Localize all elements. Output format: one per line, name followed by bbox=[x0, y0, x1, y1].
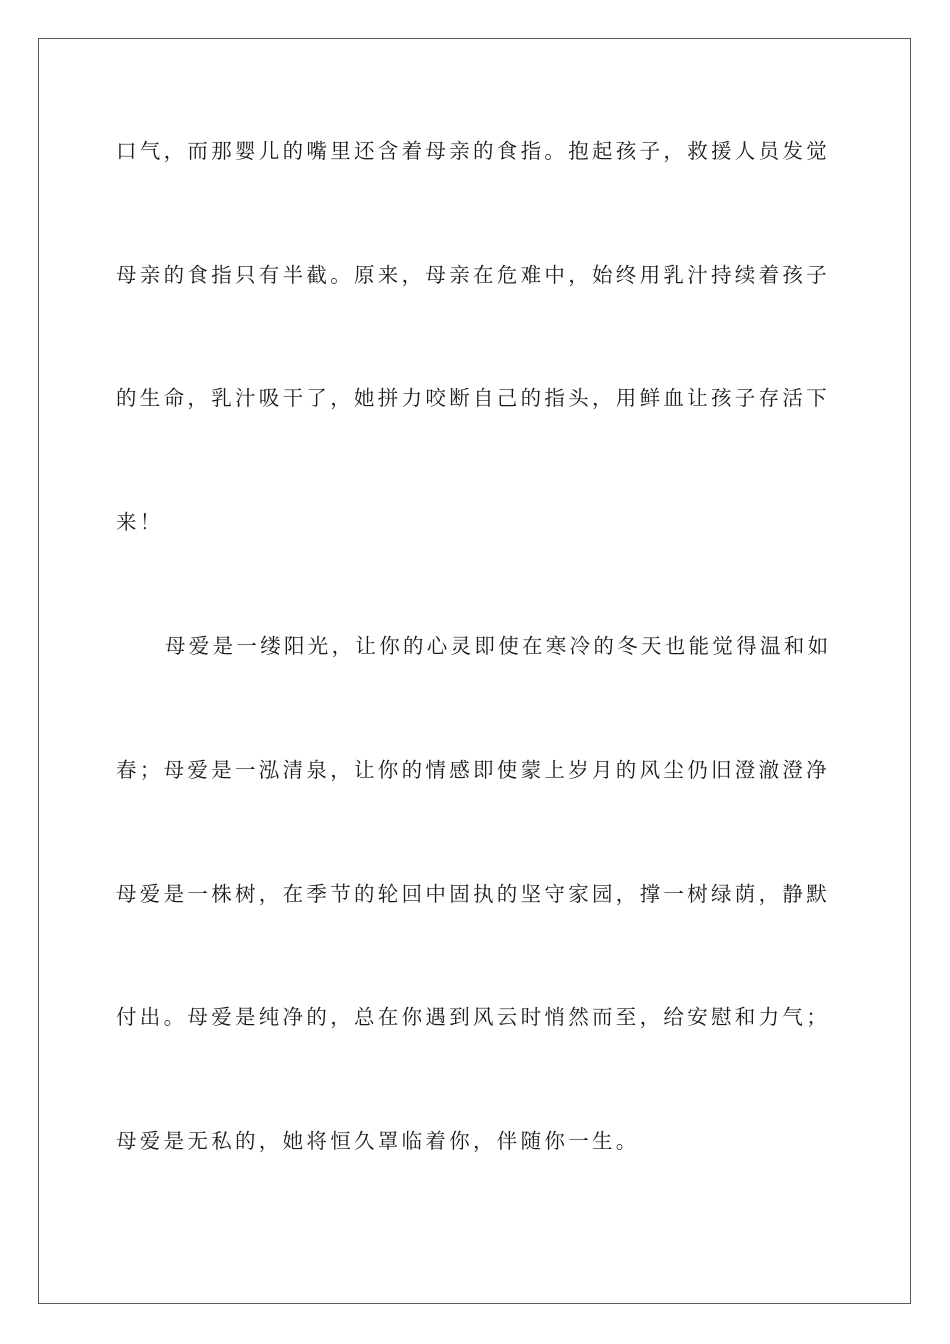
paragraph-line-6: 春；母爱是一泓清泉，让你的情感即使蒙上岁月的风尘仍旧澄澈澄净 bbox=[116, 758, 830, 782]
paragraph-line-5: 母爱是一缕阳光，让你的心灵即使在寒冷的冬天也能觉得温和如 bbox=[165, 634, 832, 658]
paragraph-line-9: 母爱是无私的，她将恒久罩临着你，伴随你一生。 bbox=[116, 1129, 640, 1153]
paragraph-line-7: 母爱是一株树，在季节的轮回中固执的坚守家园，撑一树绿荫，静默 bbox=[116, 882, 830, 906]
page-border bbox=[38, 38, 911, 1304]
paragraph-line-8: 付出。母爱是纯净的，总在你遇到风云时悄然而至，给安慰和力气； bbox=[116, 1005, 830, 1029]
paragraph-line-2: 母亲的食指只有半截。原来，母亲在危难中，始终用乳汁持续着孩子 bbox=[116, 263, 830, 287]
paragraph-line-4: 来！ bbox=[116, 510, 164, 534]
paragraph-line-1: 口气，而那婴儿的嘴里还含着母亲的食指。抱起孩子，救援人员发觉 bbox=[116, 139, 830, 163]
paragraph-line-3: 的生命，乳汁吸干了，她拼力咬断自己的指头，用鲜血让孩子存活下 bbox=[116, 386, 830, 410]
